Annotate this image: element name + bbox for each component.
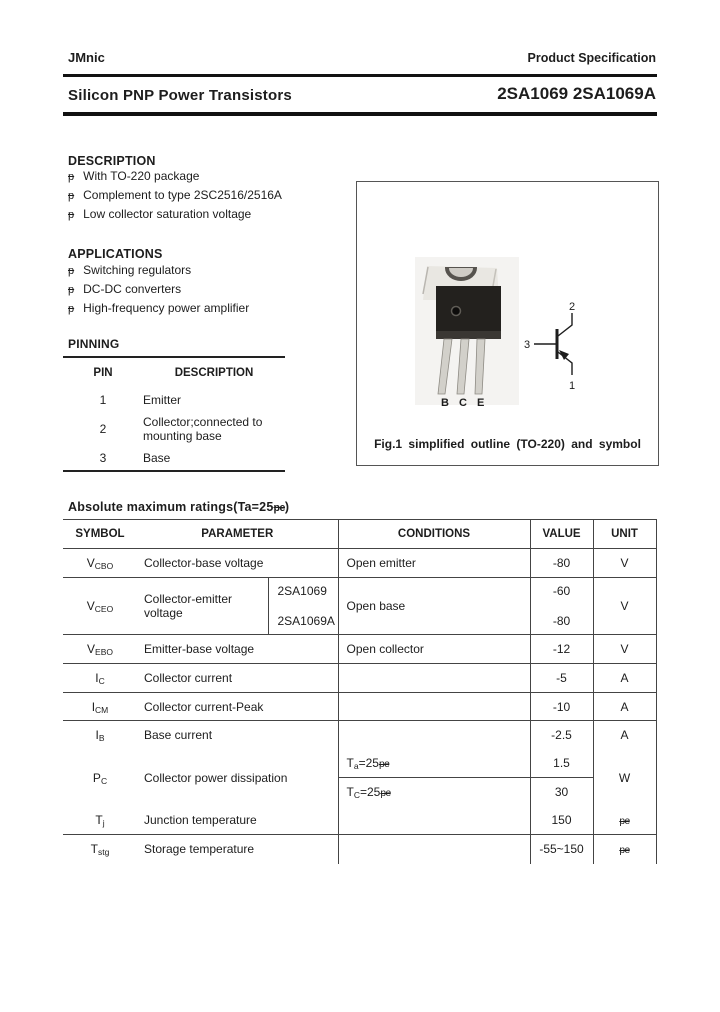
col-header-value: VALUE [530,520,593,549]
mounting-hole [452,307,461,316]
col-header-conditions: CONDITIONS [338,520,530,549]
condition-base: T [346,785,354,800]
symbol-pin-3: 3 [524,339,531,351]
symbol-pin-2: 2 [569,301,576,313]
part-numbers: 2SA1069 2SA1069A [497,84,656,103]
list-item [68,280,249,299]
degree-glyph: pe [378,759,390,771]
value-cell: -2.5 [530,721,593,750]
symbol-cell [63,578,137,635]
conditions-cell [338,750,530,778]
unit-cell: V [593,578,656,635]
table-header-row [63,357,285,387]
pin-number: 1 [99,392,107,407]
parameter-cell: Base current [144,728,213,743]
applications-heading: APPLICATIONS [68,247,163,261]
value: -80 [552,614,571,628]
symbol-base: I [95,728,99,743]
list-item-text: High-frequency power amplifier [83,301,250,315]
symbol-base: V [86,599,95,613]
symbol-base: T [95,813,103,828]
bullet-glyph: p [68,171,75,183]
parameter-cell: Collector-base voltage [137,549,338,578]
conditions-cell [338,778,530,807]
to220-outline-and-symbol-drawing [357,182,658,465]
col-header-pin: PIN [93,366,113,379]
value: -60 [552,584,571,598]
pin-description: Emitter [143,392,182,407]
symbol-pin-1: 1 [569,380,576,392]
condition-text: =25 [360,785,381,800]
table-row [63,807,656,835]
brand-logo-text: JMnic [68,50,105,65]
symbol-subscript: C [98,676,105,686]
unit-cell [593,835,656,864]
table-row [63,445,285,471]
symbol-subscript: EBO [95,647,113,657]
symbol-subscript: stg [98,847,110,858]
parameter-cell: Storage temperature [144,842,255,857]
symbol-subscript: C [100,776,108,786]
symbol-base: V [87,642,96,656]
figure-caption: Fig.1 simplified outline (TO-220) and symbol [374,437,641,451]
emitter-arrow [559,350,569,360]
conditions-cell [338,664,530,693]
condition-subscript: C [353,790,360,801]
conditions-cell: Open emitter [338,549,530,578]
pinning-table [63,356,285,472]
value-cell: -80 [530,549,593,578]
value-cell: 1.5 [530,750,593,778]
unit-cell: V [593,549,656,578]
description-list [68,167,282,224]
ratings-heading-text: Absolute maximum ratings(Ta=25 [68,500,274,514]
symbol-cell [63,835,137,864]
symbol-cell [63,664,137,693]
unit-cell: W [593,750,656,807]
unit-cell: A [593,693,656,721]
table-row [63,664,656,693]
conditions-cell [338,835,530,864]
symbol-base: I [91,699,96,714]
parameter-cell: Junction temperature [137,807,338,835]
symbol-cell [63,635,137,664]
table-row [63,578,656,635]
list-item-text: DC-DC converters [83,282,182,296]
bullet-glyph: p [68,265,75,277]
title-rule [63,112,657,116]
symbol-subscript: CBO [94,561,114,571]
degree-glyph: pe [619,845,630,857]
list-item [68,299,249,318]
bullet-glyph: p [68,190,75,202]
table-row [63,750,656,778]
list-item [68,167,282,186]
list-item [68,186,282,205]
bullet-glyph: p [68,303,75,315]
condition-text: =25 [358,756,379,771]
list-item-text: With TO-220 package [83,169,200,183]
col-header-unit: UNIT [593,520,656,549]
parameter-cell: Collector-emitter voltage [137,578,268,635]
symbol-base: V [86,556,95,570]
list-item-text: Low collector saturation voltage [83,207,252,221]
symbol-cell [63,549,137,578]
list-item-text: Switching regulators [83,263,192,277]
col-header-symbol: SYMBOL [63,520,137,549]
col-header-description: DESCRIPTION [174,366,254,379]
conditions-cell [338,693,530,721]
table-header-row [63,520,656,549]
table-row [63,635,656,664]
list-item [68,261,249,280]
symbol-cell [63,721,137,750]
parameter-cell: Collector current-Peak [137,693,338,721]
lead-label-b: B [441,397,449,409]
type-variant-cell [268,578,338,635]
value-cell: -5 [530,664,593,693]
pin-description: Collector;connected to mounting base [143,414,263,443]
symbol-subscript: CM [95,704,109,715]
bullet-glyph: p [68,209,75,221]
parameter-cell: Emitter-base voltage [137,635,338,664]
applications-list [68,261,249,318]
pin-description: Base [143,450,171,465]
conditions-cell [338,721,530,750]
unit-cell: V [593,635,656,664]
value-cell: -55~150 [530,835,593,864]
symbol-base: P [92,771,101,785]
table-row [63,549,656,578]
header-rule [63,74,657,77]
value-cell: 150 [530,807,593,835]
pinning-heading: PINNING [68,337,120,351]
document-title: Silicon PNP Power Transistors [68,87,292,104]
symbol-base: T [90,842,98,857]
ratings-heading-close: ) [284,500,290,514]
degree-glyph: pe [273,502,285,514]
unit-cell [593,807,656,835]
table-row [63,835,656,864]
symbol-subscript: B [98,733,105,744]
pin-number: 3 [99,450,107,465]
bullet-glyph: p [68,284,75,296]
table-row [63,693,656,721]
value-cell: 30 [530,778,593,807]
symbol-cell [63,750,137,807]
list-item-text: Complement to type 2SC2516/2516A [83,188,282,202]
value-cell: -12 [530,635,593,664]
symbol-cell [63,807,137,835]
table-row [63,387,285,412]
symbol-base: I [95,671,99,685]
type-variant: 2SA1069A [277,614,335,628]
type-variant: 2SA1069 [277,584,327,598]
conditions-cell: Open collector [338,635,530,664]
value-cell: -10 [530,693,593,721]
pnp-transistor-symbol [534,313,572,375]
col-header-parameter: PARAMETER [137,520,338,549]
unit-cell: A [593,664,656,693]
parameter-cell: Collector current [137,664,338,693]
parameter-cell: Collector power dissipation [144,771,288,785]
lead-label-c: C [459,397,467,409]
degree-glyph: pe [380,788,391,800]
pin-number: 2 [99,421,107,436]
unit-cell: A [593,721,656,750]
figure-box [356,181,659,466]
ratings-table [63,519,657,864]
lead-label-e: E [477,397,485,409]
value-cell [530,578,593,635]
description-heading: DESCRIPTION [68,154,156,168]
conditions-cell [338,807,530,835]
conditions-cell: Open base [338,578,530,635]
ratings-heading [68,500,289,514]
list-item [68,205,282,224]
degree-glyph: pe [619,816,630,828]
table-row [63,412,285,445]
symbol-cell [63,693,137,721]
spec-label: Product Specification [527,51,656,65]
condition-subscript: a [353,761,359,772]
symbol-subscript: CEO [94,604,114,614]
condition-base: T [346,756,354,771]
symbol-subscript: j [102,818,105,829]
table-row [63,721,656,750]
